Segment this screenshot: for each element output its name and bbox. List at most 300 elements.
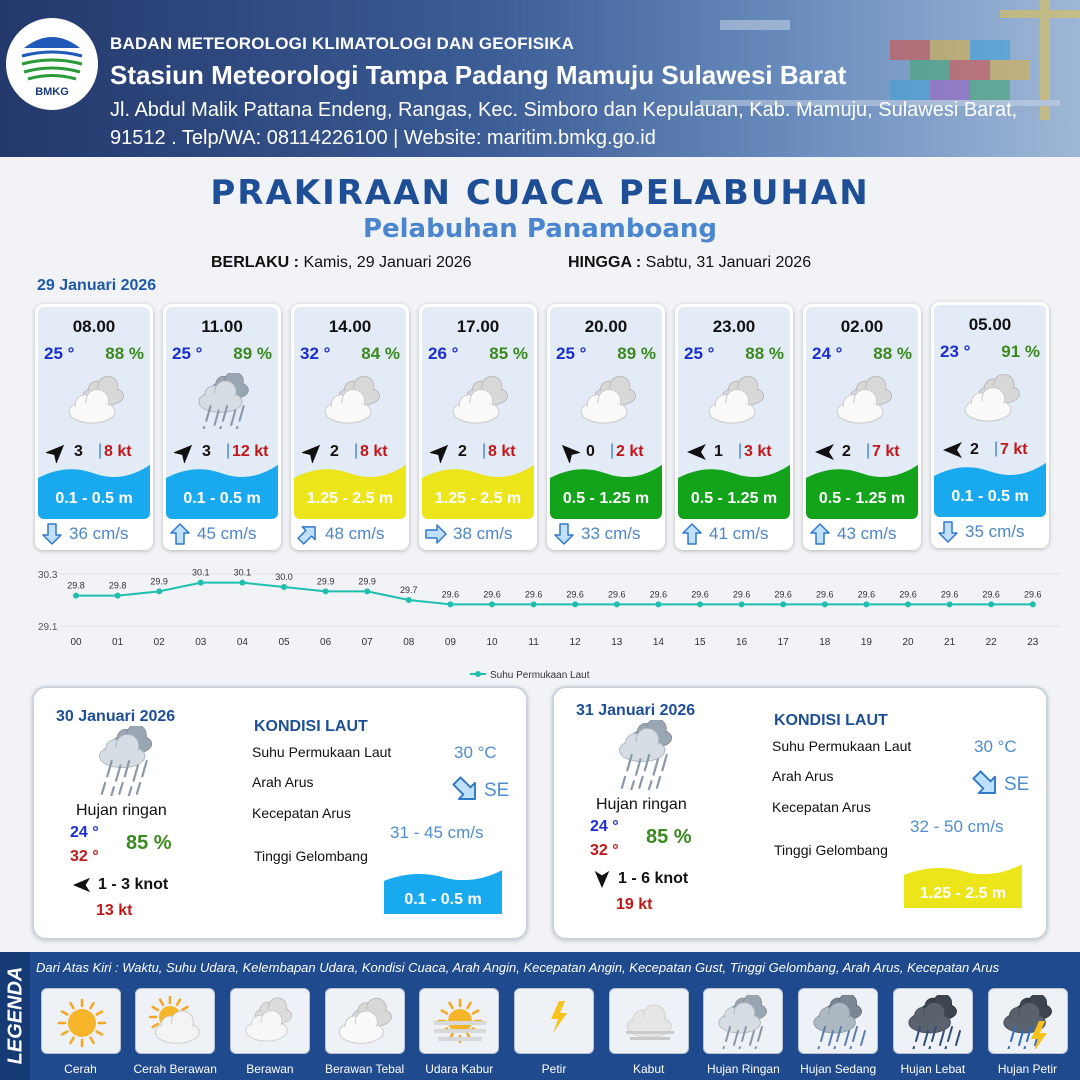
wave-height: 0.1 - 0.5 m	[55, 490, 133, 507]
hour-temperature: 23 °	[940, 342, 971, 361]
hujan-petir-icon	[997, 995, 1061, 1049]
wave-height: 1.25 - 2.5 m	[306, 490, 394, 507]
wind-speed: 0	[586, 443, 595, 460]
hour-temperature: 24 °	[812, 344, 843, 363]
hour-card-body	[550, 307, 662, 519]
data-point	[281, 584, 287, 590]
data-point	[655, 601, 661, 607]
wave-height: 1.25 - 2.5 m	[434, 490, 522, 507]
legend-item	[507, 988, 602, 1076]
logo-text: BMKG	[35, 86, 69, 98]
berawan-tebal-icon	[702, 373, 772, 429]
panel-temp-min: 24 °	[70, 824, 99, 841]
legend-icon-box	[325, 988, 405, 1054]
bmkg-logo	[6, 18, 98, 110]
data-point	[239, 580, 245, 586]
legend-icon-box	[419, 988, 499, 1054]
x-tick-label: 05	[278, 637, 290, 648]
legend-entry: Suhu Permukaan Laut	[490, 670, 590, 681]
wave-height: 0.5 - 1.25 m	[818, 490, 906, 507]
hour-card	[35, 304, 153, 550]
page-title: PRAKIRAAN CUACA PELABUHAN	[210, 173, 870, 213]
current-speed: 33 cm/s	[581, 524, 641, 543]
hujan-ringan-icon	[92, 726, 162, 796]
data-label: 29.7	[400, 585, 418, 595]
wind-direction-icon	[686, 441, 708, 463]
legend-item-label: Hujan Lebat	[900, 1062, 966, 1076]
panel-date: 30 Januari 2026	[56, 708, 176, 725]
data-label: 30.1	[192, 567, 210, 578]
panel-wind-gust: 19 kt	[616, 896, 653, 913]
legend-icon-box	[893, 988, 973, 1054]
data-point	[156, 588, 162, 594]
wave-height: 0.1 - 0.5 m	[951, 488, 1029, 505]
hour-card	[675, 304, 793, 550]
data-label: 29.6	[982, 589, 1000, 600]
berawan-tebal-icon	[830, 373, 900, 429]
hour-time: 08.00	[72, 317, 116, 336]
wind-gust: 3 kt	[744, 443, 772, 460]
panel-temp-max: 32 °	[590, 842, 619, 859]
hour-current	[35, 520, 153, 548]
current-direction-icon	[425, 523, 447, 545]
data-point	[531, 601, 537, 607]
hour-card-body	[806, 307, 918, 519]
hour-time: 23.00	[712, 317, 756, 336]
wave-height: 0.5 - 1.25 m	[562, 490, 650, 507]
legend-item	[601, 988, 696, 1076]
berawan-tebal-icon	[334, 995, 398, 1049]
berawan-tebal-icon	[318, 373, 388, 429]
legend-icon-box	[135, 988, 215, 1054]
current-direction-icon	[809, 523, 831, 545]
panel-condition: Hujan ringan	[76, 802, 167, 819]
legend-icon-box	[41, 988, 121, 1054]
legend-item	[412, 988, 507, 1076]
current-direction-label: Arah Arus	[772, 768, 834, 784]
wind-gust: 7 kt	[1000, 441, 1028, 458]
panel-humidity: 85 %	[646, 826, 692, 848]
hour-temperature: 25 °	[44, 344, 75, 363]
legend-side-label	[0, 952, 30, 1080]
station-address: Jl. Abdul Malik Pattana Endeng, Rangas, Kec. Simboro dan Kepulauan, Kab. Mamuju, Sulawesi Barat, 91512 . Telp/WA: 08114226100 | Website: maritim.bmkg.go.id	[110, 99, 1018, 149]
x-tick-label: 15	[694, 637, 706, 648]
data-point	[489, 601, 495, 607]
x-tick-label: 00	[70, 637, 82, 648]
current-speed-label: Kecepatan Arus	[772, 799, 871, 815]
berawan-tebal-icon	[446, 373, 516, 429]
x-tick-label: 01	[112, 637, 124, 648]
sea-condition-heading: KONDISI LAUT	[774, 712, 888, 729]
data-label: 29.6	[608, 589, 626, 600]
legend-item	[885, 988, 980, 1076]
panel-wind-gust: 13 kt	[96, 902, 133, 919]
wind-separator: |	[482, 442, 487, 459]
legend-swatch-dot	[475, 671, 481, 677]
hour-current	[419, 520, 537, 548]
data-label: 29.8	[67, 580, 85, 591]
hour-humidity: 91 %	[1001, 342, 1040, 361]
x-tick-label: 21	[944, 637, 956, 648]
wind-gust: 7 kt	[872, 443, 900, 460]
hour-wind	[300, 441, 400, 463]
hour-current	[291, 520, 409, 548]
panel-humidity: 85 %	[126, 832, 172, 854]
data-point	[822, 601, 828, 607]
current-speed: 35 cm/s	[965, 522, 1025, 541]
current-direction-icon	[681, 523, 703, 545]
data-point	[447, 601, 453, 607]
data-label: 29.8	[108, 580, 127, 591]
current-direction-icon	[297, 523, 319, 545]
wind-direction-icon	[592, 869, 612, 889]
x-tick-label: 12	[569, 637, 581, 648]
udara-kabur-icon	[428, 995, 492, 1049]
data-label: 29.9	[150, 576, 168, 587]
wind-direction-icon	[302, 441, 324, 463]
petir-icon	[523, 995, 587, 1049]
data-label: 29.9	[316, 576, 335, 587]
data-label: 29.6	[940, 589, 959, 600]
hour-wind	[172, 441, 272, 463]
hour-card	[419, 304, 537, 550]
legend-item	[696, 988, 791, 1076]
panel-temp-min: 24 °	[590, 818, 619, 835]
legend-item-label: Berawan	[246, 1062, 294, 1076]
hujan-sedang-icon	[807, 995, 871, 1049]
hour-wind	[428, 441, 528, 463]
hour-humidity: 85 %	[489, 344, 528, 363]
day1-date: 29 Januari 2026	[37, 277, 157, 294]
data-point	[115, 593, 121, 599]
hour-current	[675, 520, 793, 548]
current-speed-label: Kecepatan Arus	[252, 805, 351, 821]
legend-item-label: Hujan Sedang	[800, 1062, 877, 1076]
wind-separator: |	[354, 442, 359, 459]
wave-height-label: Tinggi Gelombang	[774, 842, 888, 858]
hour-time: 17.00	[456, 317, 500, 336]
hour-wind	[940, 439, 1040, 461]
hour-card	[803, 304, 921, 550]
legend-icon-box	[798, 988, 878, 1054]
legend-icon-box	[230, 988, 310, 1054]
forecast-panel-day2	[32, 686, 528, 940]
hour-humidity: 89 %	[617, 344, 656, 363]
legend-item-label: Cerah Berawan	[133, 1062, 217, 1076]
x-tick-label: 10	[486, 637, 498, 648]
hour-humidity: 88 %	[745, 344, 784, 363]
x-tick-label: 13	[611, 637, 623, 648]
panel-wind-speed: 1 - 6 knot	[618, 870, 689, 887]
valid-from-value: Kamis, 29 Januari 2026	[303, 254, 472, 271]
current-speed: 41 cm/s	[709, 524, 769, 543]
data-point	[364, 588, 370, 594]
panel-wind-speed: 1 - 3 knot	[98, 876, 169, 893]
cerah-berawan-icon	[144, 995, 208, 1049]
hour-wind	[44, 441, 144, 463]
hour-temperature: 32 °	[300, 344, 331, 363]
data-label: 29.6	[483, 589, 501, 600]
hour-humidity: 88 %	[873, 344, 912, 363]
hour-card	[163, 304, 281, 550]
wind-direction-icon	[942, 439, 964, 461]
station-name: Stasiun Meteorologi Tampa Padang Mamuju Sulawesi Barat	[110, 60, 847, 90]
x-tick-label: 23	[1027, 637, 1039, 648]
sst-label: Suhu Permukaan Laut	[772, 738, 912, 754]
hour-card-body	[166, 307, 278, 519]
data-label: 29.6	[774, 589, 792, 600]
hour-time: 20.00	[584, 317, 628, 336]
hour-card-body	[422, 307, 534, 519]
wind-speed: 2	[330, 443, 339, 460]
legend-item-label: Hujan Petir	[997, 1062, 1058, 1076]
sea-temperature-chart	[0, 560, 1080, 685]
x-tick-label: 06	[320, 637, 332, 648]
hour-humidity: 89 %	[233, 344, 272, 363]
hour-card	[547, 304, 665, 550]
y-tick-label: 29.1	[38, 622, 58, 633]
wind-speed: 3	[74, 443, 83, 460]
data-label: 29.6	[441, 589, 460, 600]
x-tick-label: 16	[736, 637, 748, 648]
wind-speed: 2	[842, 443, 851, 460]
data-label: 29.6	[691, 589, 709, 600]
data-point	[988, 601, 994, 607]
hour-time: 11.00	[201, 317, 243, 336]
hour-card-body	[38, 307, 150, 519]
y-tick-label: 30.3	[38, 570, 58, 581]
data-label: 29.6	[649, 589, 668, 600]
hour-card	[931, 302, 1049, 548]
hour-card-body	[294, 307, 406, 519]
hour-humidity: 88 %	[105, 344, 144, 363]
legend-item-label: Berawan Tebal	[325, 1062, 405, 1076]
wind-speed: 2	[458, 443, 467, 460]
x-tick-label: 20	[902, 637, 914, 648]
hour-time: 14.00	[328, 317, 372, 336]
data-label: 29.6	[899, 589, 917, 600]
agency-name: BADAN METEOROLOGI KLIMATOLOGI DAN GEOFISIKA	[110, 34, 575, 53]
wind-gust: 8 kt	[104, 443, 132, 460]
data-label: 29.9	[358, 576, 376, 587]
current-direction-value: SE	[1004, 774, 1030, 795]
data-point	[905, 601, 911, 607]
legend-item	[317, 988, 412, 1076]
sst-label: Suhu Permukaan Laut	[252, 744, 392, 760]
wind-gust: 8 kt	[488, 443, 516, 460]
berawan-tebal-icon	[958, 371, 1028, 427]
wind-speed: 2	[970, 441, 979, 458]
wave-height: 0.5 - 1.25 m	[690, 490, 778, 507]
wind-speed: 3	[202, 443, 211, 460]
current-direction-icon	[972, 770, 1000, 798]
legend-item	[791, 988, 886, 1076]
hujan-ringan-icon	[190, 373, 260, 429]
legend-item-label: Cerah	[64, 1062, 97, 1076]
panel-temp-max: 32 °	[70, 848, 99, 865]
forecast-panel-day3	[552, 686, 1048, 940]
legend-icon-box	[703, 988, 783, 1054]
hour-current	[931, 518, 1049, 546]
wave-height-label: Tinggi Gelombang	[254, 848, 368, 864]
hour-card	[291, 304, 409, 550]
legend-item	[980, 988, 1075, 1076]
wind-gust: 12 kt	[232, 443, 269, 460]
hour-temperature: 25 °	[556, 344, 587, 363]
current-speed: 48 cm/s	[325, 524, 385, 543]
wind-separator: |	[226, 442, 231, 459]
hour-wind	[812, 441, 912, 463]
data-point	[947, 601, 953, 607]
data-label: 30.1	[233, 567, 252, 578]
current-direction-label: Arah Arus	[252, 774, 314, 790]
x-tick-label: 08	[403, 637, 415, 648]
x-tick-label: 14	[652, 637, 664, 648]
data-point	[198, 580, 204, 586]
x-tick-label: 19	[860, 637, 872, 648]
hour-wind	[684, 441, 784, 463]
wind-separator: |	[738, 442, 743, 459]
legend-item-label: Kabut	[633, 1062, 665, 1076]
wind-direction-icon	[46, 441, 68, 463]
kabut-icon	[618, 995, 682, 1049]
wind-separator: |	[866, 442, 871, 459]
valid-to-label: HINGGA :	[568, 254, 642, 271]
current-speed: 36 cm/s	[69, 524, 129, 543]
legend-item-label: Hujan Ringan	[707, 1062, 780, 1076]
hour-card-body	[934, 305, 1046, 517]
current-direction-icon	[452, 776, 480, 804]
legend-icon-box	[609, 988, 689, 1054]
current-speed-value: 31 - 45 cm/s	[390, 823, 484, 842]
hujan-lebat-icon	[902, 995, 966, 1049]
x-tick-label: 07	[361, 637, 373, 648]
current-direction-icon	[553, 523, 575, 545]
hujan-ringan-icon	[712, 995, 776, 1049]
data-point	[73, 593, 79, 599]
panel-wave-height: 1.25 - 2.5 m	[919, 885, 1007, 902]
wind-speed: 1	[714, 443, 723, 460]
data-point	[780, 601, 786, 607]
page-subtitle: Pelabuhan Panamboang	[362, 214, 718, 244]
hour-card-body	[678, 307, 790, 519]
valid-from-label: BERLAKU :	[211, 254, 299, 271]
wind-gust: 2 kt	[616, 443, 644, 460]
data-point	[863, 601, 869, 607]
data-label: 29.6	[857, 589, 876, 600]
current-speed: 45 cm/s	[197, 524, 257, 543]
legend-icon-box	[514, 988, 594, 1054]
hour-time: 05.00	[968, 315, 1012, 334]
wind-separator: |	[610, 442, 615, 459]
legend-item	[128, 988, 223, 1076]
current-speed: 43 cm/s	[837, 524, 897, 543]
data-label: 29.6	[566, 589, 584, 600]
panel-wave-height: 0.1 - 0.5 m	[404, 891, 482, 908]
x-tick-label: 09	[444, 637, 456, 648]
data-point	[1030, 601, 1036, 607]
x-tick-label: 02	[153, 637, 165, 648]
hour-current	[163, 520, 281, 548]
hujan-ringan-icon	[612, 720, 682, 790]
x-tick-label: 11	[528, 637, 539, 648]
data-point	[406, 597, 412, 603]
current-speed-value: 32 - 50 cm/s	[910, 817, 1004, 836]
x-tick-label: 17	[777, 637, 789, 648]
data-point	[614, 601, 620, 607]
hour-humidity: 84 %	[361, 344, 400, 363]
current-speed: 38 cm/s	[453, 524, 513, 543]
wind-separator: |	[98, 442, 103, 459]
data-point	[697, 601, 703, 607]
wind-direction-icon	[174, 441, 196, 463]
data-point	[739, 601, 745, 607]
hour-current	[803, 520, 921, 548]
current-direction-value: SE	[484, 780, 510, 801]
wind-direction-icon	[814, 441, 836, 463]
hour-temperature: 25 °	[684, 344, 715, 363]
current-direction-icon	[41, 523, 63, 545]
hour-wind	[556, 441, 656, 463]
hour-time: 02.00	[840, 317, 884, 336]
hour-current	[547, 520, 665, 548]
sst-value: 30 °C	[974, 737, 1017, 756]
wind-direction-icon	[558, 441, 580, 463]
hour-temperature: 25 °	[172, 344, 203, 363]
data-label: 29.6	[1024, 589, 1042, 600]
legend-icon-box	[988, 988, 1068, 1054]
x-tick-label: 18	[819, 637, 831, 648]
data-label: 29.6	[816, 589, 834, 600]
berawan-tebal-icon	[574, 373, 644, 429]
hour-temperature: 26 °	[428, 344, 459, 363]
wind-separator: |	[994, 440, 999, 457]
wave-height: 0.1 - 0.5 m	[183, 490, 261, 507]
berawan-icon	[239, 995, 303, 1049]
legend-description: Dari Atas Kiri : Waktu, Suhu Udara, Kelembapan Udara, Kondisi Cuaca, Arah Angin, Kecepatan Angin, Kecepatan Gust, Tinggi Gelombang, Arah Arus, Kecepatan Arus	[36, 960, 1000, 975]
panel-condition: Hujan ringan	[596, 796, 687, 813]
sst-value: 30 °C	[454, 743, 497, 762]
wind-direction-icon	[72, 875, 92, 895]
data-point	[572, 601, 578, 607]
legend-item-label: Petir	[541, 1062, 567, 1076]
legend-item	[33, 988, 128, 1076]
data-label: 29.6	[524, 589, 543, 600]
berawan-tebal-icon	[62, 373, 132, 429]
data-label: 29.6	[732, 589, 751, 600]
data-label: 30.0	[275, 572, 293, 582]
panel-date: 31 Januari 2026	[576, 702, 696, 719]
legend-item-label: Udara Kabur	[425, 1062, 494, 1076]
current-direction-icon	[937, 521, 959, 543]
legend-item	[222, 988, 317, 1076]
cerah-icon	[50, 995, 114, 1049]
data-point	[323, 588, 329, 594]
valid-to	[568, 254, 811, 272]
x-tick-label: 22	[985, 637, 997, 648]
x-tick-label: 03	[195, 637, 207, 648]
legend-side-text: LEGENDA	[4, 966, 27, 1065]
wind-direction-icon	[430, 441, 452, 463]
current-direction-icon	[169, 523, 191, 545]
wind-gust: 8 kt	[360, 443, 388, 460]
header-banner	[0, 0, 1080, 157]
x-tick-label: 04	[236, 637, 248, 648]
sea-condition-heading: KONDISI LAUT	[254, 718, 368, 735]
valid-to-value: Sabtu, 31 Januari 2026	[645, 254, 812, 271]
legend	[0, 952, 1080, 1080]
valid-from	[211, 254, 472, 272]
